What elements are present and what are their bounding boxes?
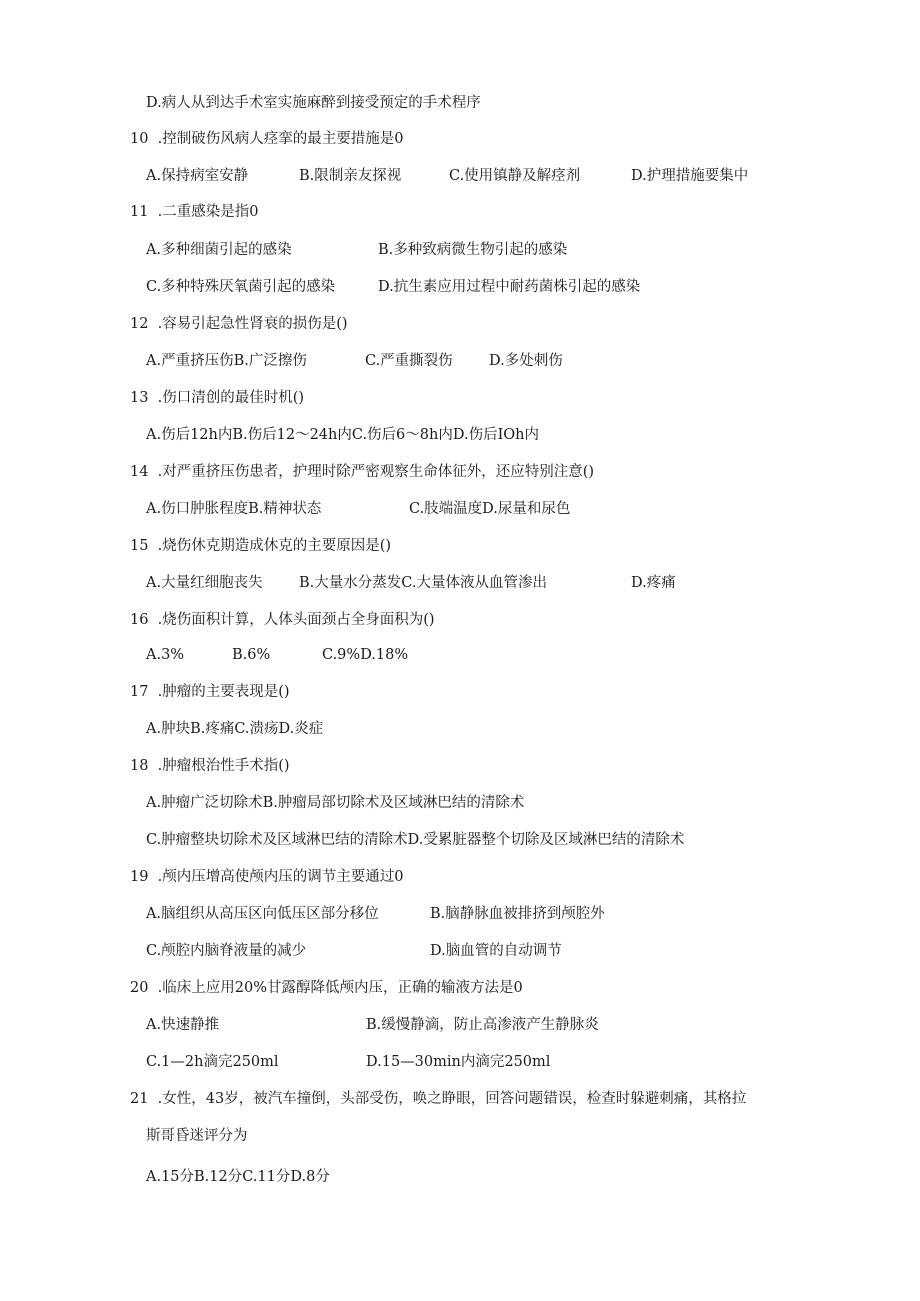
q15-opts-seg-1: B.大量水分蒸发C.大量体液从血管渗出: [299, 575, 547, 591]
q18: 18 .肿瘤根治性手术指(): [130, 758, 290, 774]
q19: 19 .颅内压增高使颅内压的调节主要通过0: [130, 869, 404, 885]
q12-opts-seg-2: D.多处刺伤: [489, 353, 563, 369]
q18-opts-2: C.肿瘤整块切除术及区域淋巴结的清除术D.受累脏器整个切除及区域淋巴结的清除术: [146, 832, 685, 848]
q21-b: 斯哥昏迷评分为: [146, 1128, 248, 1144]
q17-opts: A.肿块B.疼痛C.溃疡D.炎症: [146, 721, 324, 737]
q10-opts-seg-2: C.使用镇静及解痉剂: [449, 168, 581, 184]
q11-opts-1-seg-0: A.多种细菌引起的感染: [146, 242, 292, 258]
q19-opts-2-seg-0: C.颅腔内脑脊液量的减少: [146, 943, 307, 959]
q13: 13 .伤口清创的最佳时机(): [130, 390, 305, 406]
q12-opts-seg-0: A.严重挤压伤B.广泛擦伤: [146, 353, 307, 369]
q17: 17 .肿瘤的主要表现是(): [130, 684, 290, 700]
q20: 20 .临床上应用20%甘露醇降低颅内压，正确的输液方法是0: [130, 980, 523, 996]
q20-opts-1-seg-1: B.缓慢静滴，防止高渗液产生静脉炎: [366, 1017, 599, 1033]
q20-opts-2-seg-1: D.15—30min内滴完250ml: [366, 1054, 551, 1070]
q10-opts-seg-1: B.限制亲友探视: [299, 168, 402, 184]
q20-opts-1-seg-0: A.快速静推: [146, 1017, 220, 1033]
q14-opts-seg-0: A.伤口肿胀程度B.精神状态: [146, 501, 322, 517]
q9-optD: D.病人从到达手术室实施麻醉到接受预定的手术程序: [146, 95, 481, 111]
q12-opts-seg-1: C.严重撕裂伤: [365, 353, 453, 369]
q11-opts-2-seg-0: C.多种特殊厌氧菌引起的感染: [146, 279, 336, 295]
q19-opts-1-seg-1: B.脑静脉血被排挤到颅腔外: [430, 906, 605, 922]
q16: 16 .烧伤面积计算，人体头面颈占全身面积为(): [130, 612, 435, 628]
q11-opts-1-seg-1: B.多种致病微生物引起的感染: [378, 242, 568, 258]
q10: 10 .控制破伤风病人痉挛的最主要措施是0: [130, 131, 404, 147]
q14-opts-seg-1: C.肢端温度D.尿量和尿色: [409, 501, 571, 517]
q15-opts-seg-2: D.疼痛: [631, 575, 676, 591]
q12: 12 .容易引起急性肾衰的损伤是(): [130, 316, 348, 332]
q16-opts-seg-0: A.3%: [146, 647, 185, 663]
q19-opts-2-seg-1: D.脑血管的自动调节: [430, 943, 562, 959]
q13-opts: A.伤后12h内B.伤后12～24h内C.伤后6～8h内D.伤后IOh内: [146, 427, 540, 443]
q10-opts-seg-0: A.保持病室安静: [146, 168, 249, 184]
q14: 14 .对严重挤压伤患者，护理时除严密观察生命体征外，还应特别注意(): [130, 464, 595, 480]
q21-a: 21 .女性，43岁，被汽车撞倒，头部受伤，唤之睁眼，回答问题错误，检查时躲避刺痛，其格拉: [130, 1091, 747, 1107]
q11-opts-2-seg-1: D.抗生素应用过程中耐药菌株引起的感染: [378, 279, 641, 295]
q20-opts-2-seg-0: C.1—2h滴完250ml: [146, 1054, 279, 1070]
q19-opts-1-seg-0: A.脑组织从高压区向低压区部分移位: [146, 906, 379, 922]
q16-opts-seg-1: B.6%: [232, 647, 271, 663]
q18-opts-1: A.肿瘤广泛切除术B.肿瘤局部切除术及区域淋巴结的清除术: [146, 795, 525, 811]
q11: 11 .二重感染是指0: [130, 204, 259, 220]
q21-opts: A.15分B.12分C.11分D.8分: [146, 1169, 330, 1185]
q10-opts-seg-3: D.护理措施要集中: [631, 168, 749, 184]
q15-opts-seg-0: A.大量红细胞丧失: [146, 575, 263, 591]
q15: 15 .烧伤休克期造成休克的主要原因是(): [130, 538, 392, 554]
q16-opts-seg-2: C.9%D.18%: [322, 647, 409, 663]
